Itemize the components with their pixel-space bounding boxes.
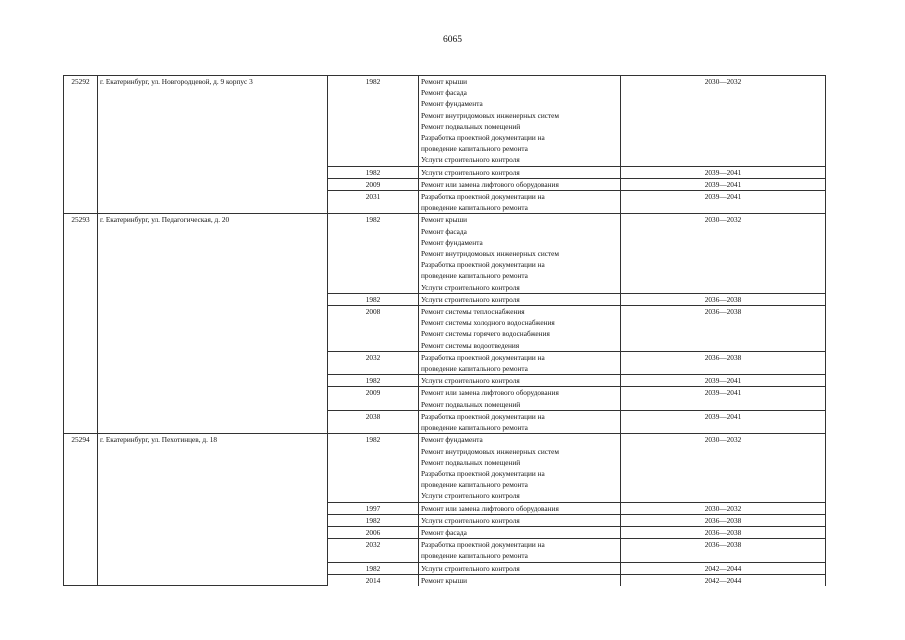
work-item: Ремонт подвальных помещений — [421, 121, 521, 131]
work-item: Услуги строительного контроля — [421, 376, 520, 386]
works-cell — [419, 434, 621, 502]
year-cell: 1982 — [328, 166, 419, 178]
work-item: Разработка проектной документации на — [421, 540, 545, 550]
work-item: Ремонт фундамента — [421, 435, 483, 445]
works-cell — [419, 214, 621, 293]
work-item: проведение капитального ремонта — [421, 271, 528, 281]
work-item: Услуги строительного контроля — [421, 294, 520, 304]
works-cell — [419, 351, 621, 374]
work-item: Ремонт крыши — [421, 77, 468, 86]
work-item: Разработка проектной документации на — [421, 133, 545, 143]
year-cell: 1997 — [328, 502, 419, 514]
work-item: Разработка проектной документации на — [421, 192, 545, 202]
year-cell: 2032 — [328, 351, 419, 374]
address-cell: г. Екатеринбург, ул. Новгородцевой, д. 9 корпус 3 — [98, 76, 328, 214]
period-cell: 2030—2032 — [621, 502, 826, 514]
works-cell — [419, 410, 621, 433]
period-cell: 2039—2041 — [621, 191, 826, 214]
year-cell: 2014 — [328, 574, 419, 586]
year-cell: 1982 — [328, 293, 419, 305]
table-row — [64, 214, 826, 293]
works-cell — [419, 191, 621, 214]
work-item: Ремонт крыши — [421, 575, 468, 585]
period-cell: 2030—2032 — [621, 214, 826, 293]
year-cell: 2009 — [328, 178, 419, 190]
work-item: Услуги строительного контроля — [421, 491, 520, 501]
year-cell: 1982 — [328, 214, 419, 293]
work-item: Услуги строительного контроля — [421, 167, 520, 177]
work-item: Услуги строительного контроля — [421, 563, 520, 573]
work-item: Ремонт внутридомовых инженерных систем — [421, 249, 560, 259]
work-item: Ремонт подвальных помещений — [421, 399, 521, 409]
works-cell — [419, 574, 621, 586]
table-row — [64, 76, 826, 167]
period-cell: 2042—2044 — [621, 574, 826, 586]
period-cell: 2036—2038 — [621, 293, 826, 305]
work-item: Услуги строительного контроля — [421, 515, 520, 525]
works-cell — [419, 178, 621, 190]
work-item: Ремонт или замена лифтового оборудования — [421, 503, 559, 513]
work-item: Ремонт системы теплоснабжения — [421, 307, 525, 317]
works-cell — [419, 293, 621, 305]
period-cell: 2036—2038 — [621, 514, 826, 526]
period-cell: 2036—2038 — [621, 306, 826, 352]
building-id-cell: 25294 — [64, 434, 98, 586]
period-cell: 2039—2041 — [621, 178, 826, 190]
period-cell: 2039—2041 — [621, 166, 826, 178]
period-cell: 2036—2038 — [621, 526, 826, 538]
period-cell: 2036—2038 — [621, 539, 826, 562]
work-item: Ремонт или замена лифтового оборудования — [421, 388, 559, 398]
table-row — [64, 434, 826, 502]
works-cell — [419, 539, 621, 562]
year-cell: 1982 — [328, 514, 419, 526]
year-cell: 2008 — [328, 306, 419, 352]
works-cell — [419, 502, 621, 514]
work-item: Ремонт системы водоотведения — [421, 340, 520, 350]
work-item: Ремонт фундамента — [421, 99, 483, 109]
work-item: Ремонт фасада — [421, 226, 467, 236]
address-cell: г. Екатеринбург, ул. Педагогическая, д. 20 — [98, 214, 328, 434]
building-id-cell: 25292 — [64, 76, 98, 214]
works-cell — [419, 514, 621, 526]
works-cell — [419, 306, 621, 352]
works-cell — [419, 562, 621, 574]
work-item: Разработка проектной документации на — [421, 260, 545, 270]
work-item: проведение капитального ремонта — [421, 144, 528, 154]
work-item: Ремонт фасада — [421, 88, 467, 98]
work-item: Услуги строительного контроля — [421, 155, 520, 165]
work-item: Ремонт системы холодного водоснабжения — [421, 318, 555, 328]
period-cell: 2039—2041 — [621, 375, 826, 387]
year-cell: 2031 — [328, 191, 419, 214]
address-cell: г. Екатеринбург, ул. Пехотинцев, д. 18 — [98, 434, 328, 586]
work-item: Ремонт крыши — [421, 215, 468, 225]
period-cell: 2039—2041 — [621, 410, 826, 433]
work-item: проведение капитального ремонта — [421, 364, 528, 374]
year-cell: 1982 — [328, 375, 419, 387]
works-cell — [419, 526, 621, 538]
work-item: Ремонт фасада — [421, 527, 467, 537]
work-item: проведение капитального ремонта — [421, 551, 528, 561]
work-item: проведение капитального ремонта — [421, 480, 528, 490]
year-cell: 2009 — [328, 387, 419, 410]
works-cell — [419, 375, 621, 387]
period-cell: 2036—2038 — [621, 351, 826, 374]
period-cell: 2039—2041 — [621, 387, 826, 410]
period-cell: 2030—2032 — [621, 434, 826, 502]
work-item: Ремонт фундамента — [421, 237, 483, 247]
period-cell: 2042—2044 — [621, 562, 826, 574]
work-item: Ремонт внутридомовых инженерных систем — [421, 446, 560, 456]
works-cell — [419, 166, 621, 178]
work-item: проведение капитального ремонта — [421, 203, 528, 213]
year-cell: 1982 — [328, 76, 419, 167]
works-cell — [419, 76, 621, 167]
building-id-cell: 25293 — [64, 214, 98, 434]
work-item: Ремонт или замена лифтового оборудования — [421, 179, 559, 189]
work-item: Услуги строительного контроля — [421, 282, 520, 292]
year-cell: 2006 — [328, 526, 419, 538]
work-item: проведение капитального ремонта — [421, 423, 528, 433]
year-cell: 1982 — [328, 562, 419, 574]
work-item: Ремонт подвальных помещений — [421, 457, 521, 467]
repair-schedule-table — [63, 75, 826, 586]
table-body — [64, 76, 826, 586]
work-item: Ремонт системы горячего водоснабжения — [421, 329, 550, 339]
period-cell: 2030—2032 — [621, 76, 826, 167]
year-cell: 2032 — [328, 539, 419, 562]
page-number: 6065 — [443, 35, 462, 45]
year-cell: 1982 — [328, 434, 419, 502]
work-item: Разработка проектной документации на — [421, 352, 545, 362]
works-cell — [419, 387, 621, 410]
work-item: Разработка проектной документации на — [421, 468, 545, 478]
work-item: Ремонт внутридомовых инженерных систем — [421, 110, 560, 120]
work-item: Разработка проектной документации на — [421, 411, 545, 421]
year-cell: 2038 — [328, 410, 419, 433]
